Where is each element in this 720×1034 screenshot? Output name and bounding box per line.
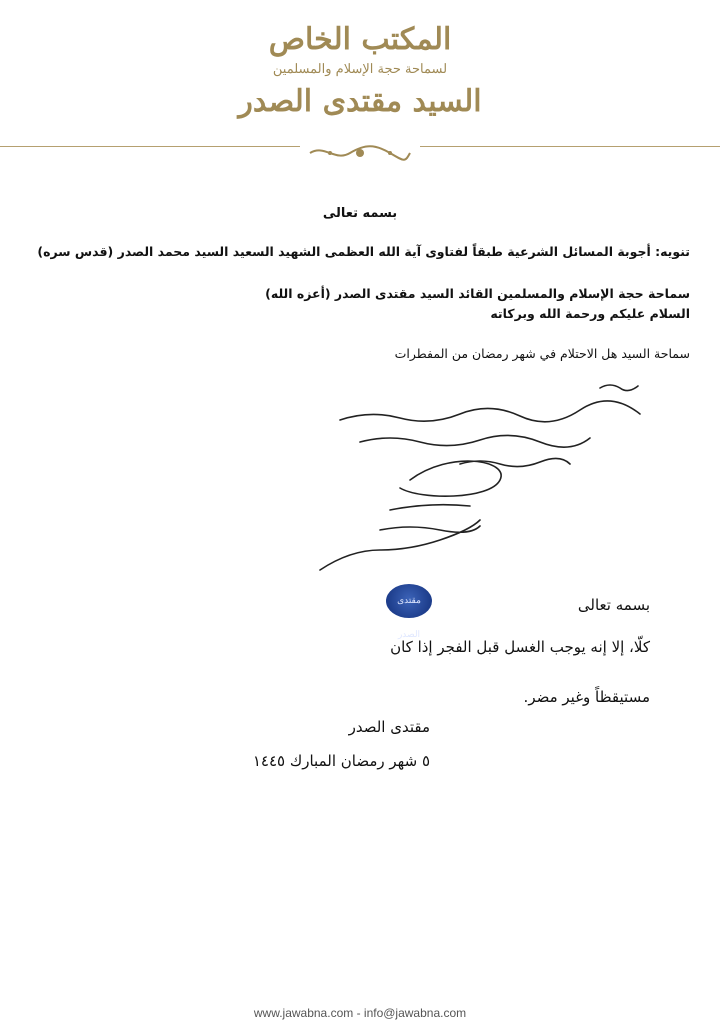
answer-heading: بسمه تعالى <box>577 596 650 614</box>
greeting-line: السلام عليكم ورحمة الله وبركاته <box>490 306 690 321</box>
footer-contact: www.jawabna.com - info@jawabna.com <box>253 1006 467 1020</box>
letterhead-name: السيد مقتدى الصدر <box>238 84 482 119</box>
addressee-line: سماحة حجة الإسلام والمسلمين القائد السيد مقتدى الصدر (أعزه الله) <box>265 286 690 301</box>
answer-line-1: كلّا، إلا إنه يوجب الغسل قبل الفجر إذا كان <box>390 638 650 656</box>
document-heading: بسمه تعالى <box>322 206 398 221</box>
seal-lettering: مقتدى الصدر <box>397 596 421 640</box>
notice-line: تنويه: أجوبة المسائل الشرعية طبقاً لفتاوى آية الله العظمى الشهيد السعيد السيد محمد الصدر (قدس سره) <box>37 244 690 259</box>
handwritten-reply-icon <box>300 380 660 590</box>
answer-line-2: مستيقظاً وغير مضر. <box>523 688 650 706</box>
letterhead-office-title: المكتب الخاص <box>268 22 452 57</box>
question-text: سماحة السيد هل الاحتلام في شهر رمضان من المفطرات <box>394 346 690 361</box>
letterhead-subtitle: لسماحة حجة الإسلام والمسلمين <box>272 62 448 77</box>
answer-date: ٥ شهر رمضان المبارك ١٤٤٥ <box>252 752 430 770</box>
ornament-icon <box>300 142 420 164</box>
signature-name: مقتدى الصدر <box>348 718 430 736</box>
